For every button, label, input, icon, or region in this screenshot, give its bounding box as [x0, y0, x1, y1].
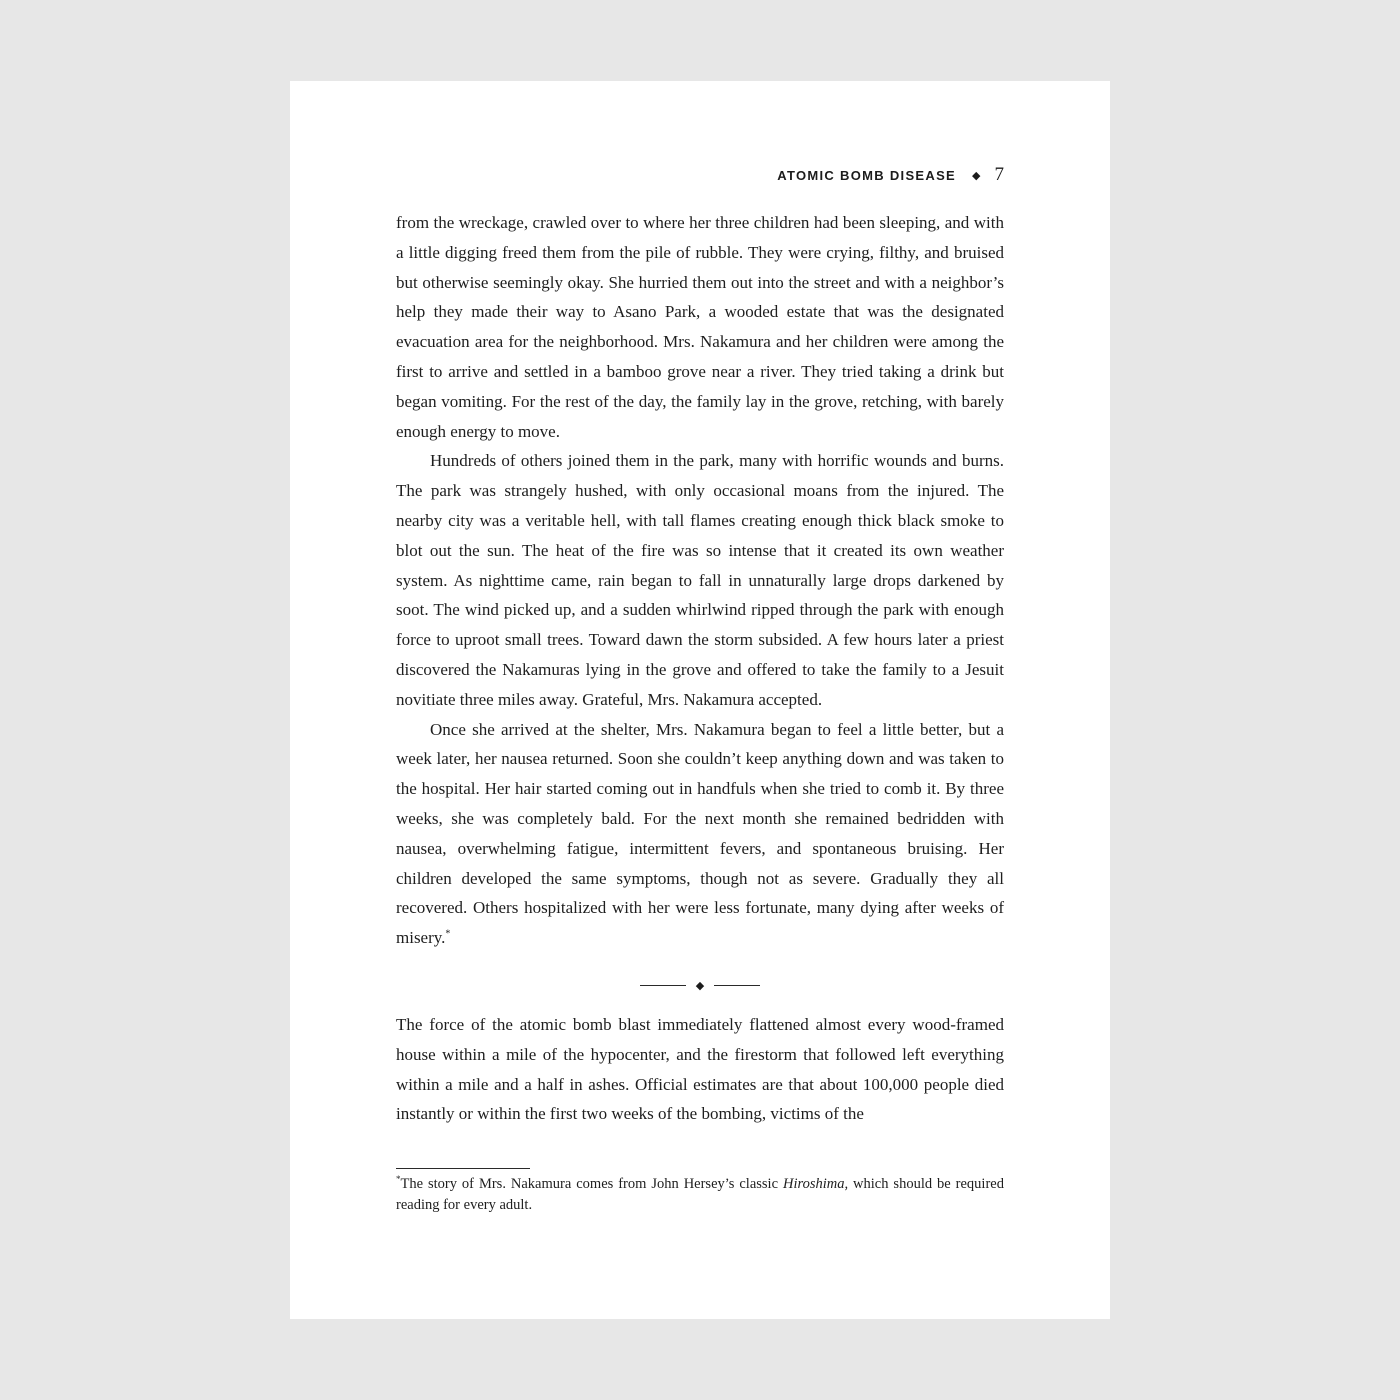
paragraph-4: The force of the atomic bomb blast immediately flattened almost every wood-framed house within a mile of the hypocenter, and the firestorm that followed left everything within a mile and a half in ashes. Official estimates are that about 100,000 people died instantly or within the first two weeks of the bombing, victims of the	[396, 1015, 1004, 1124]
footnote-reference[interactable]: *	[445, 928, 451, 940]
footnote-marker: *	[396, 1174, 401, 1185]
section-break	[640, 976, 760, 994]
page-number: 7	[994, 164, 1004, 185]
paragraph-1: from the wreckage, crawled over to where her three children had been sleeping, and with a little digging freed them from the pile of rubble. They were crying, filthy, and bruised but otherwise seemingly okay. She hurried them out into the street and with a neighbor’s help they made their way to Asano Park, a wooded estate that was the designated evacuation area for the neighborhood. Mrs. Nakamura and her children were among the first to arrive and settled in a bamboo grove near a river. They tried taking a drink but began vomiting. For the rest of the day, the family lay in the grove, retching, with barely enough energy to move.	[396, 213, 1004, 441]
footnote-text-after: which should be required reading for every adult.	[396, 1176, 1004, 1213]
running-title: ATOMIC BOMB DISEASE	[777, 168, 957, 183]
paragraph-3	[396, 715, 1004, 953]
body-text-top	[396, 208, 1004, 953]
paragraph-3-text: Once she arrived at the shelter, Mrs. Nakamura began to feel a little better, but a week later, her nausea returned. Soon she couldn’t keep anything down and was taken to the hospital. Her hair started coming out in handfuls when she tried to comb it. By three weeks, she was completely bald. For the next month she remained bedridden with nausea, overwhelming fatigue, intermittent fevers, and spontaneous bruising. Her children developed the same symptoms, though not as severe. Gradually they all recovered. Others hospitalized with her were less fortunate, many dying after weeks of misery.	[396, 719, 1004, 948]
diamond-icon: ◆	[972, 169, 981, 182]
footnote-text-before: The story of Mrs. Nakamura comes from John Hersey’s classic	[400, 1176, 783, 1192]
footnote-book-title: Hiroshima,	[782, 1176, 849, 1192]
running-head	[396, 164, 1004, 188]
footnote	[396, 1174, 1004, 1215]
section-break-rule-left	[640, 985, 686, 986]
paragraph-2: Hundreds of others joined them in the park, many with horrific wounds and burns. The park was strangely hushed, with only occasional moans from the injured. The nearby city was a veritable hell, with tall flames creating enough thick black smoke to blot out the sun. The heat of the fire was so intense that it created its own weather system. As nighttime came, rain began to fall in unnaturally large drops darkened by soot. The wind picked up, and a sudden whirlwind ripped through the park with enough force to uproot small trees. Toward dawn the storm subsided. A few hours later a priest discovered the Nakamuras lying in the grove and offered to take the family to a Jesuit novitiate three miles away. Grateful, Mrs. Nakamura accepted.	[396, 451, 1004, 709]
section-break-rule-right	[714, 985, 760, 986]
diamond-icon: ◆	[695, 978, 705, 992]
body-text-bottom	[396, 1010, 1004, 1129]
footnote-rule	[396, 1168, 530, 1169]
